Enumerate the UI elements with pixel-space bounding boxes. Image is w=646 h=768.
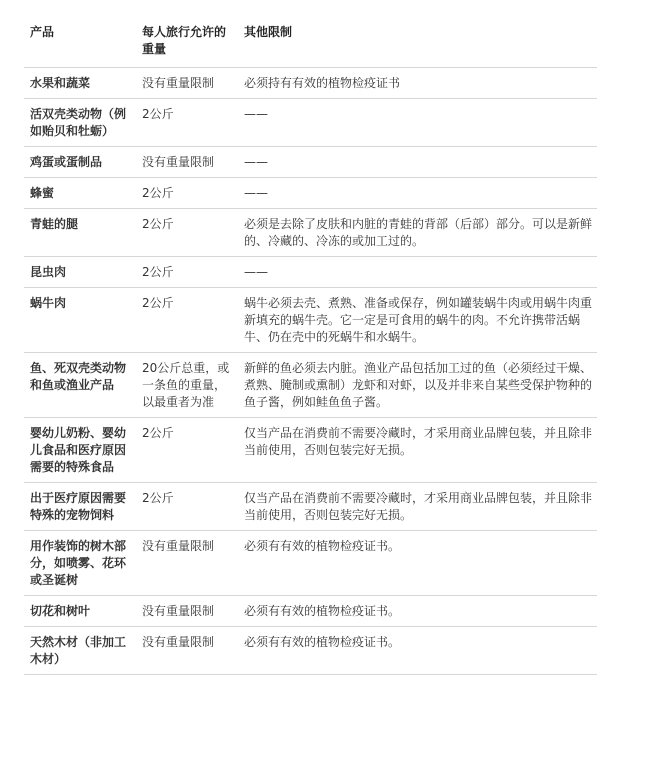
cell-restriction: 新鲜的鱼必须去内脏。渔业产品包括加工过的鱼（必须经过干燥、煮熟、腌制或熏制）龙虾和对虾，以及并非来自某些受保护物种的鱼子酱，例如鲑鱼鱼子酱。 — [238, 353, 597, 418]
cell-product: 蜂蜜 — [24, 178, 136, 209]
cell-weight: 没有重量限制 — [136, 596, 238, 627]
table-row — [24, 531, 597, 596]
import-limits-table — [24, 22, 597, 675]
cell-weight: 2公斤 — [136, 209, 238, 257]
cell-product: 鱼、死双壳类动物和鱼或渔业产品 — [24, 353, 136, 418]
cell-restriction: 蜗牛必须去壳、煮熟、准备或保存，例如罐装蜗牛肉或用蜗牛肉重新填充的蜗牛壳。它一定是可食用的蜗牛的肉。不允许携带活蜗牛、仍在壳中的死蜗牛和水蜗牛。 — [238, 288, 597, 353]
cell-product: 水果和蔬菜 — [24, 68, 136, 99]
cell-restriction: 必须持有有效的植物检疫证书 — [238, 68, 597, 99]
cell-weight: 2公斤 — [136, 178, 238, 209]
table-row — [24, 147, 597, 178]
table-row — [24, 483, 597, 531]
cell-restriction: 必须有有效的植物检疫证书。 — [238, 596, 597, 627]
table-row — [24, 68, 597, 99]
table-row — [24, 178, 597, 209]
cell-weight: 没有重量限制 — [136, 531, 238, 596]
cell-product: 鸡蛋或蛋制品 — [24, 147, 136, 178]
cell-weight: 没有重量限制 — [136, 68, 238, 99]
cell-restriction: 仅当产品在消费前不需要冷藏时，才采用商业品牌包装，并且除非当前使用，否则包装完好无损。 — [238, 418, 597, 483]
cell-weight: 没有重量限制 — [136, 147, 238, 178]
cell-product: 切花和树叶 — [24, 596, 136, 627]
cell-restriction: —— — [238, 178, 597, 209]
cell-weight: 20公斤总重，或一条鱼的重量，以最重者为准 — [136, 353, 238, 418]
cell-product: 婴幼儿奶粉、婴幼儿食品和医疗原因需要的特殊食品 — [24, 418, 136, 483]
cell-product: 蜗牛肉 — [24, 288, 136, 353]
table-header-row — [24, 22, 597, 68]
table-row — [24, 627, 597, 675]
cell-product: 昆虫肉 — [24, 257, 136, 288]
cell-product: 出于医疗原因需要特殊的宠物饲料 — [24, 483, 136, 531]
cell-weight: 2公斤 — [136, 257, 238, 288]
cell-weight: 2公斤 — [136, 288, 238, 353]
cell-product: 天然木材（非加工木材） — [24, 627, 136, 675]
cell-product: 青蛙的腿 — [24, 209, 136, 257]
table-row — [24, 209, 597, 257]
cell-product: 活双壳类动物（例如贻贝和牡蛎） — [24, 99, 136, 147]
cell-product: 用作装饰的树木部分，如喷雾、花环或圣诞树 — [24, 531, 136, 596]
table-row — [24, 288, 597, 353]
table-row — [24, 99, 597, 147]
cell-weight: 2公斤 — [136, 99, 238, 147]
cell-restriction: 必须有有效的植物检疫证书。 — [238, 627, 597, 675]
cell-restriction: —— — [238, 99, 597, 147]
cell-restriction: 仅当产品在消费前不需要冷藏时，才采用商业品牌包装，并且除非当前使用，否则包装完好无损。 — [238, 483, 597, 531]
table-row — [24, 353, 597, 418]
header-restriction: 其他限制 — [244, 25, 293, 39]
cell-restriction: 必须是去除了皮肤和内脏的青蛙的背部（后部）部分。可以是新鲜的、冷藏的、冷冻的或加工过的。 — [238, 209, 597, 257]
table-row — [24, 596, 597, 627]
cell-restriction: 必须有有效的植物检疫证书。 — [238, 531, 597, 596]
table-body — [24, 68, 597, 675]
table-row — [24, 418, 597, 483]
table-row — [24, 257, 597, 288]
cell-weight: 没有重量限制 — [136, 627, 238, 675]
header-weight: 每人旅行允许的重量 — [142, 25, 227, 56]
cell-restriction: —— — [238, 147, 597, 178]
header-product: 产品 — [30, 25, 55, 39]
cell-weight: 2公斤 — [136, 483, 238, 531]
cell-weight: 2公斤 — [136, 418, 238, 483]
cell-restriction: —— — [238, 257, 597, 288]
